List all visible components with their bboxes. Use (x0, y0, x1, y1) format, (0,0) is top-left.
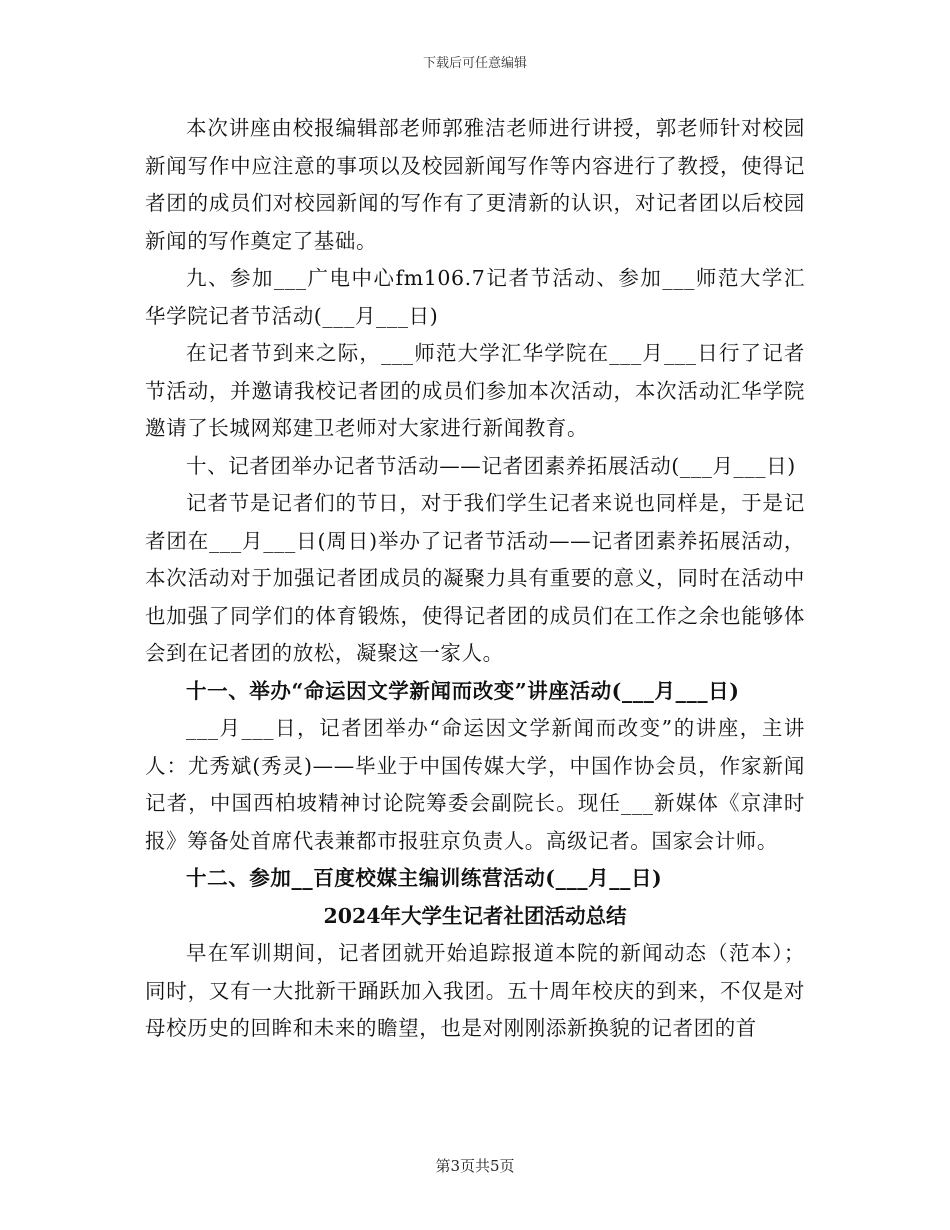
paragraph-summary-intro: 早在军训期间，记者团就开始追踪报道本院的新闻动态（范本）；同时，又有一大批新干踊跃加入我团。五十周年校庆的到来，不仅是对母校历史的回眸和未来的瞻望，也是对刚刚添新换貌的记者团的首 (145, 941, 805, 1040)
paragraph-lecture-speaker: ___月___日，记者团举办“命运因文学新闻而改变”的讲座，主讲人：尤秀斌(秀灵)——毕业于中国传媒大学，中国作协会员，作家新闻记者，中国西柏坡精神讨论院筹委会副院长。现任___新媒体《京津时报》筹备处首席代表兼都市报驻京负责人。高级记者。国家会计师。 (145, 716, 805, 853)
header-note: 下载后可任意编辑 (422, 56, 527, 71)
document-body (145, 110, 805, 1048)
section-heading-ten: 十、记者团举办记者节活动——记者团素养拓展活动(___月___日) (186, 453, 796, 478)
section-heading-twelve: 十二、参加__百度校媒主编训练营活动(___月__日) (186, 866, 663, 890)
section-heading-eleven: 十一、举办“命运因文学新闻而改变”讲座活动(___月___日) (186, 678, 740, 703)
page-number: 第3页共5页 (435, 1157, 515, 1175)
paragraph-expansion-activity: 记者节是记者们的节日，对于我们学生记者来说也同样是，于是记者团在___月___日(周日)举办了记者节活动——记者团素养拓展活动，本次活动对于加强记者团成员的凝聚力具有重要的意义，同时在活动中也加强了同学们的体育锻炼，使得记者团的成员们在工作之余也能够体会到在记者团的放松，凝聚这一家人。 (145, 491, 805, 665)
document-title: 2024年大学生记者社团活动总结 (323, 903, 627, 928)
section-heading-nine: 九、参加___广电中心fm106.7记者节活动、参加___师范大学汇华学院记者节活动(___月___日) (145, 266, 805, 328)
paragraph-lecture-summary: 本次讲座由校报编辑部老师郭雅洁老师进行讲授，郭老师针对校园新闻写作中应注意的事项以及校园新闻写作等内容进行了教授，使得记者团的成员们对校园新闻的写作有了更清新的认识，对记者团以后校园新闻的写作奠定了基础。 (145, 116, 805, 253)
paragraph-journalist-day: 在记者节到来之际，___师范大学汇华学院在___月___日行了记者节活动，并邀请我校记者团的成员们参加本次活动，本次活动汇华学院邀请了长城网郑建卫老师对大家进行新闻教育。 (145, 341, 805, 440)
